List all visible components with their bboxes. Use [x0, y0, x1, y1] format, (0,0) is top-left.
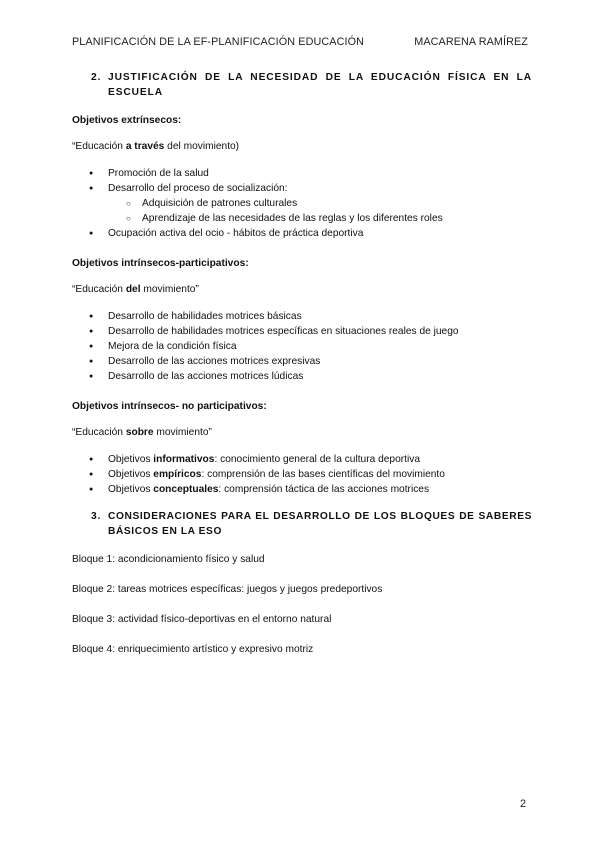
- page-header: [72, 36, 528, 48]
- header-author: MACARENA RAMÍREZ: [414, 36, 528, 48]
- section-3-heading: [91, 509, 532, 539]
- page-content: [72, 70, 532, 657]
- participative-objectives-heading: Objetivos intrínsecos-participativos:: [72, 258, 249, 269]
- section-3-number: 3.: [91, 511, 102, 522]
- list-item: ○ Aprendizaje de las necesidades de las reglas y los diferentes roles: [108, 211, 532, 226]
- extrinsic-quote: “Educación a través del movimiento): [72, 141, 240, 152]
- socialization-sublist: [108, 196, 532, 226]
- header-title: PLANIFICACIÓN DE LA EF-PLANIFICACIÓN EDUCACIÓN: [72, 36, 364, 48]
- list-item: ● Objetivos informativos: conocimiento general de la cultura deportiva: [72, 452, 532, 467]
- list-item: ● Objetivos empíricos: comprensión de las bases científicas del movimiento: [72, 467, 532, 482]
- participative-quote: “Educación del movimiento”: [72, 284, 199, 295]
- list-item: ● Desarrollo de las acciones motrices expresivas: [72, 354, 532, 369]
- list-item: ○ Adquisición de patrones culturales: [108, 196, 532, 211]
- non-participative-objectives-list: [72, 452, 532, 497]
- extrinsic-objectives-list: [72, 166, 532, 241]
- list-item: ● Desarrollo del proceso de socialización: ○ Adquisición de patrones culturales ○ Aprendizaje de las necesidades de las reglas y los diferentes roles: [72, 181, 532, 226]
- bloque-1: Bloque 1: acondicionamiento físico y salud: [72, 554, 265, 565]
- bloque-4: Bloque 4: enriquecimiento artístico y expresivo motriz: [72, 644, 314, 655]
- list-item: ● Desarrollo de habilidades motrices específicas en situaciones reales de juego: [72, 324, 532, 339]
- list-item: ● Ocupación activa del ocio - hábitos de práctica deportiva: [72, 226, 532, 241]
- list-item: ● Mejora de la condición física: [72, 339, 532, 354]
- non-participative-quote: “Educación sobre movimiento”: [72, 427, 212, 438]
- page-number: 2: [519, 798, 526, 810]
- bloque-2: Bloque 2: tareas motrices específicas: juegos y juegos predeportivos: [72, 584, 383, 595]
- extrinsic-objectives-heading: Objetivos extrínsecos:: [72, 115, 182, 126]
- participative-objectives-list: [72, 309, 532, 384]
- list-item: ● Objetivos conceptuales: comprensión táctica de las acciones motrices: [72, 482, 532, 497]
- bloque-3: Bloque 3: actividad físico-deportivas en el entorno natural: [72, 614, 332, 625]
- section-2-heading: [91, 70, 532, 100]
- list-item: ● Promoción de la salud: [72, 166, 532, 181]
- section-2-number: 2.: [91, 72, 102, 83]
- list-item: ● Desarrollo de las acciones motrices lúdicas: [72, 369, 532, 384]
- non-participative-objectives-heading: Objetivos intrínsecos- no participativos:: [72, 401, 267, 412]
- section-2-title: JUSTIFICACIÓN DE LA NECESIDAD DE LA EDUCACIÓN FÍSICA EN LA ESCUELA: [108, 72, 532, 98]
- list-item: ● Desarrollo de habilidades motrices básicas: [72, 309, 532, 324]
- section-3-title: CONSIDERACIONES PARA EL DESARROLLO DE LOS BLOQUES DE SABERES BÁSICOS EN LA ESO: [108, 511, 532, 537]
